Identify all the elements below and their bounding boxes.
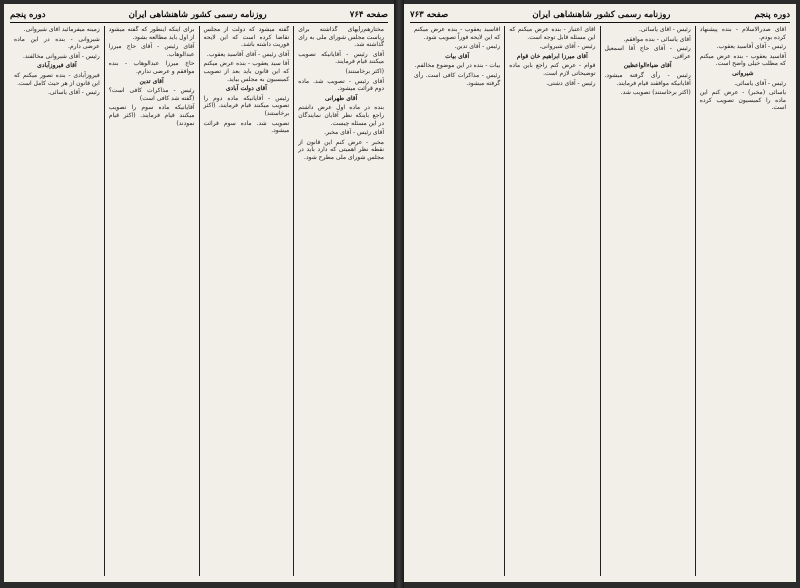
paragraph: رئیس - آقای شیروانی. [539, 43, 596, 51]
book-gutter [394, 0, 404, 588]
paragraph: بیات - بنده در این موضوع مخالفم. [414, 62, 501, 70]
paragraph: رئیس - مذاکرات کافی است؟ (گفته شد کافی است) [108, 87, 195, 102]
column-rule [600, 26, 601, 576]
column [696, 26, 790, 576]
paragraph: تصویب شد. ماده سوم قرائت میشود. [203, 119, 290, 135]
speaker-heading: آقای بیات [445, 52, 470, 60]
paragraph: رئیس - مذاکرات کافی است. رأی گرفته میشود. [414, 71, 501, 87]
column-rule [504, 26, 505, 576]
paragraph: آقای یاسائی - بنده موافقم. [623, 35, 691, 43]
paragraph: آقای رئیس - آقای مخبر. [324, 129, 384, 137]
paragraph: برای اینکه اینطور که گفته میشود از اول باید مطالعه بشود. [108, 26, 195, 41]
speaker-heading: آقای میرزا ابراهیم خان قوام [516, 52, 588, 60]
right-page-header [410, 8, 790, 23]
paragraph: (اکثر برخاستند) [345, 67, 384, 75]
right-page-columns [410, 26, 790, 576]
paragraph: آقا سید یعقوب - بنده عرض میکنم که این قانون باید بعد از تصویب کمیسیون به مجلس بیاید. [203, 60, 290, 83]
page-number: صفحه ۷۶۴ [349, 10, 388, 20]
speaker-heading: آقای فیروزآبادی [37, 62, 77, 70]
paragraph: رئیس - آقای شیروانی مخالفند. [22, 52, 100, 60]
paragraph: آقای رئیس - آقایانیکه تصویب میکنند قیام فرمایند. [298, 50, 384, 66]
paragraph: زمینه میفرمائید آقای شیروانی. [23, 26, 100, 33]
paragraph: رئیس - آقای تدین. [454, 43, 501, 51]
column-rule [104, 26, 105, 576]
page-number: صفحه ۷۶۳ [410, 10, 449, 20]
paragraph: آقای رئیس - تصویب شد. ماده دوم قرائت میشود. [298, 77, 384, 93]
paragraph: رئیس - آقای دشتی. [546, 79, 596, 87]
paragraph: رئیس - آقای یاسائی. [734, 79, 786, 87]
column-rule [293, 26, 294, 576]
paragraph: رئیس - رأی گرفته میشود. آقایانیکه موافقند قیام فرمایند. [604, 71, 691, 87]
speaker-heading: شیروانی [732, 69, 754, 77]
paragraph: فیروزآبادی - بنده تصور میکنم که این قانون از هر حیث کامل است. [14, 71, 100, 87]
speaker-heading: آقای ضیاءالواعظین [623, 62, 672, 70]
paragraph: آقای رئیس - آقای حاج میرزا عبدالوهاب. [108, 43, 195, 58]
left-page [4, 4, 394, 582]
column-rule [695, 26, 696, 576]
column [410, 26, 504, 576]
column-rule [199, 26, 200, 576]
paragraph: یاسائی (مخبر) - عرض کنم این ماده را کمیسیون تصویب کرده است. [699, 89, 786, 112]
paragraph: بنده در ماده اول عرض داشتم راجع باینکه نظر آقایان نمایندگان در این مسئله چیست. [298, 104, 384, 127]
paragraph: اقای صدرالاسلام - بنده پیشنهاد کرده بودم. [699, 26, 786, 41]
paragraph: رئیس - آقای یاسائی. [47, 89, 100, 97]
paragraph: رئیس - آقای آقاسید یعقوب. [716, 43, 786, 51]
running-title: روزنامه رسمی کشور شاهنشاهی ایران [128, 10, 267, 20]
term-label: دوره پنجم [10, 10, 46, 20]
paragraph: قوام - عرض کنم راجع باین ماده توضیحاتی لازم است. [509, 62, 596, 77]
column [505, 26, 599, 576]
paragraph: حاج میرزا عبدالوهاب - بنده موافقم و عرضی ندارم. [108, 60, 195, 75]
paragraph: آقاسید یعقوب - بنده عرض میکنم که این لایحه فوراً تصویب شود. [414, 26, 501, 41]
speaker-heading: آقای دولت آبادی [225, 85, 267, 93]
left-page-header [10, 8, 388, 23]
paragraph: گفته میشود که دولت از مجلس تقاضا کرده است که این لایحه فوریت داشته باشد. [203, 26, 290, 49]
paragraph: آقای رئیس - آقای آقاسید یعقوب. [206, 50, 290, 58]
paragraph: رئیس - آقای یاسائی. [638, 26, 691, 33]
speaker-heading: آقای تدین [139, 77, 164, 85]
term-label: دوره پنجم [754, 10, 790, 20]
paragraph: رئیس - آقایانیکه ماده دوم را تصویب میکنند قیام فرمایند. (اکثر برخاستند) [203, 94, 290, 117]
paragraph: آقاسید یعقوب - بنده عرض میکنم که مطلب خیلی واضح است. [699, 52, 786, 68]
column [10, 26, 104, 576]
paragraph: مخبر - عرض کنم این قانون از نقطه نظر اهمیتی که دارد باید در مجلس شورای ملی مطرح شود. [298, 138, 384, 161]
paragraph: مختار‌هم‌رأیهای گذاشته برای ریاست مجلس شورای ملی به رای گذاشته شد. [298, 26, 384, 49]
column [601, 26, 695, 576]
paragraph: رئیس - آقای حاج آقا اسمعیل عراقی. [604, 45, 691, 60]
paragraph: آقای اعتبار - بنده عرض میکنم که این مسئله قابل توجه است. [509, 26, 596, 41]
paragraph: آقایانیکه ماده سوم را تصویب میکنند قیام فرمایند. (اکثر قیام نمودند) [108, 104, 195, 127]
left-page-columns [10, 26, 388, 576]
paragraph: شیروانی - بنده در این ماده عرضی دارم. [14, 35, 100, 51]
column [105, 26, 199, 576]
running-title: روزنامه رسمی کشور شاهنشاهی ایران [532, 10, 671, 20]
column [294, 26, 388, 576]
paragraph: (اکثر برخاستند) تصویب شد. [620, 89, 691, 97]
column [200, 26, 294, 576]
speaker-heading: آقای طهرانی [324, 94, 358, 102]
right-page [404, 4, 796, 582]
